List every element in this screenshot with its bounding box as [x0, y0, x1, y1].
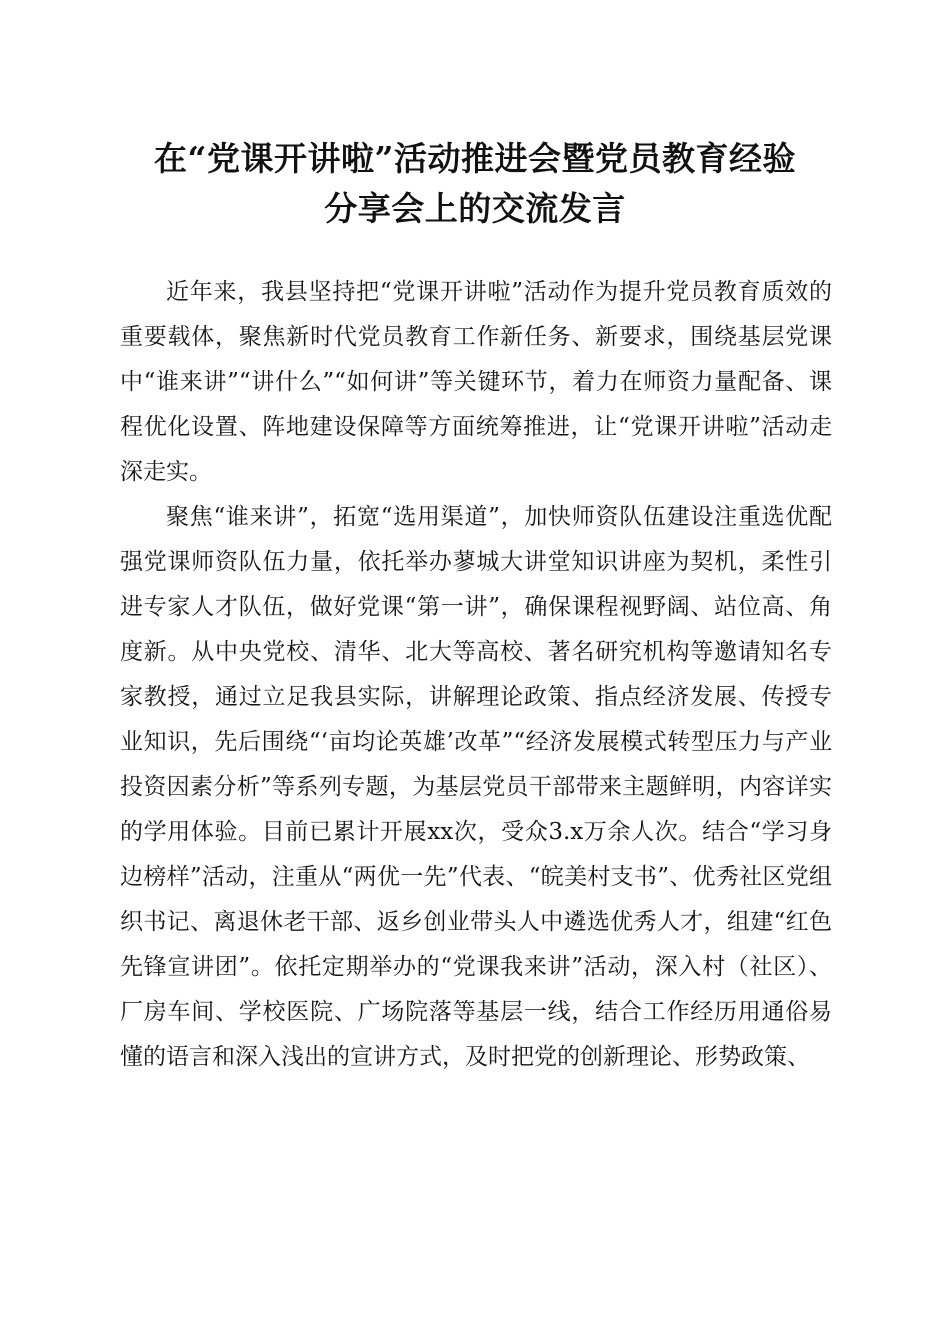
title-line-2: 分享会上的交流发言 [324, 189, 626, 228]
title-line-1: 在“党课开讲啦”活动推进会暨党员教育经验 [154, 139, 796, 178]
paragraph-2: 聚焦“谁来讲”，拓宽“选用渠道”，加快师资队伍建设注重选优配强党课师资队伍力量，依托举办蓼城大讲堂知识讲座为契机，柔性引进专家人才队伍，做好党课“第一讲”，确保课程视野阔、站位高、角度新。从中央党校、清华、北大等高校、著名研究机构等邀请知名专家教授，通过立足我县实际，讲解理论政策、指点经济发展、传授专业知识，先后围绕“‘亩均论英雄’改革”“经济发展模式转型压力与产业投资因素分析”等系列专题，为基层党员干部带来主题鲜明，内容详实的学用体验。目前已累计开展xx次，受众3.x万余人次。结合“学习身边榜样”活动，注重从“两优一先”代表、“皖美村支书”、优秀社区党组织书记、离退休老干部、返乡创业带头人中遴选优秀人才，组建“红色先锋宣讲团”。依托定期举办的“党课我来讲”活动，深入村（社区）、厂房车间、学校医院、广场院落等基层一线，结合工作经历用通俗易懂的语言和深入浅出的宣讲方式，及时把党的创新理论、形势政策、 [120, 504, 832, 1070]
document-body [120, 270, 832, 1080]
document-title [100, 134, 850, 234]
paragraph-1: 近年来，我县坚持把“党课开讲啦”活动作为提升党员教育质效的重要载体，聚焦新时代党员教育工作新任务、新要求，围绕基层党课中“谁来讲”“讲什么”“如何讲”等关键环节，着力在师资力量配备、课程优化设置、阵地建设保障等方面统筹推进，让“党课开讲啦”活动走深走实。 [120, 279, 832, 485]
